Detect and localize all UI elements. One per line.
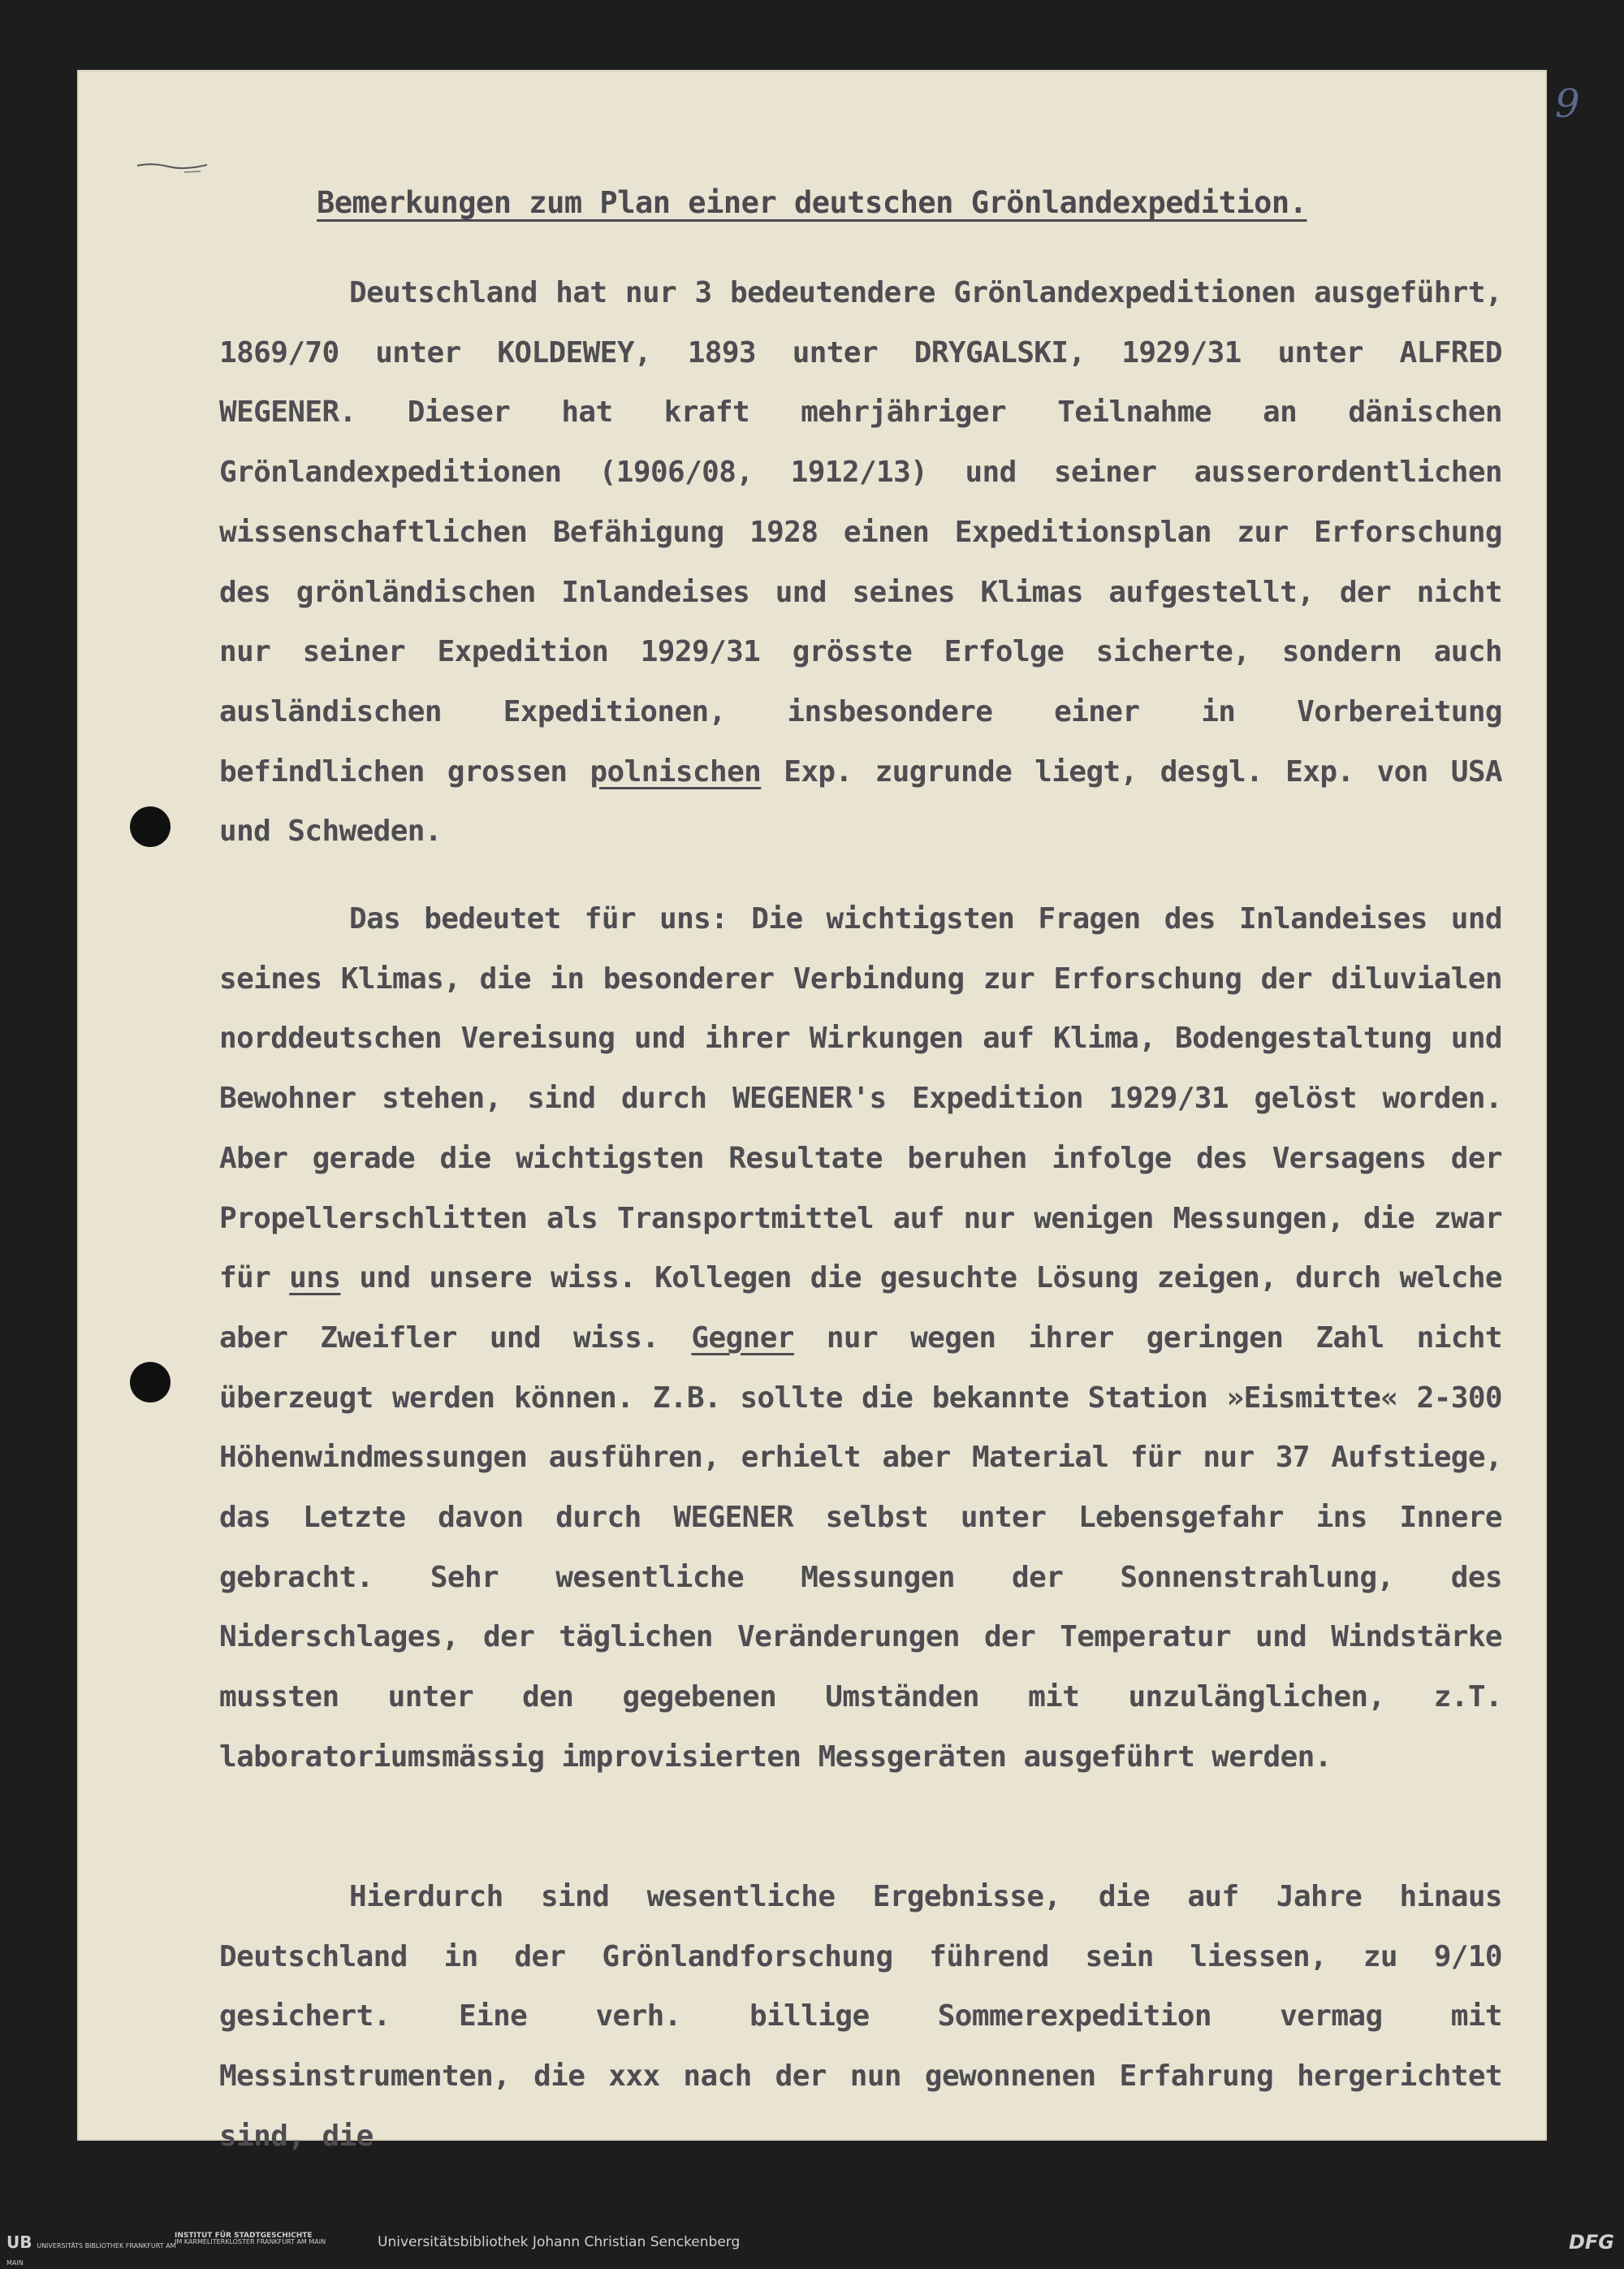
- underlined-word-uns: uns: [289, 1261, 341, 1295]
- underlined-word-gegner: Gegner: [691, 1320, 794, 1355]
- institute-logo-main: INSTITUT FÜR STADTGESCHICHTE: [175, 2232, 313, 2240]
- paragraph-1-text-a: Deutschland hat nur 3 bedeutendere Grönlandexpeditionen ausgeführt, 1869/70 unter KOLDEWEY, 1893 unter DRYGALSKI, 1929/31 unter ALFRED WEGENER. Dieser hat kraft mehrjähriger Teilnahme an dänischen Grönlandexpeditionen (1906/08, 1912/13) und seiner ausserordentlichen wissenschaftlichen Befähigung 1928 einen Expeditionsplan zur Erforschung des grönländischen Inlandeises und seines Klimas aufgestellt, der nicht nur seiner Expedition 1929/31 grösste Erfolge sicherte, sondern auch ausländischen Expeditionen, insbesondere einer in Vorbereitung befindlichen grossen: [219, 276, 1502, 789]
- library-name: Universitätsbibliothek Johann Christian Senckenberg: [378, 2234, 741, 2250]
- punch-hole-lower: [130, 1362, 171, 1402]
- dfg-logo: DFG: [1568, 2231, 1614, 2254]
- document-title: Bemerkungen zum Plan einer deutschen Grönlandexpedition.: [317, 185, 1307, 220]
- institute-logo-sub: IM KARMELITERKLOSTER FRANKFURT AM MAIN: [175, 2238, 326, 2245]
- ub-logo-main: UB: [6, 2232, 32, 2252]
- footer-bar: [0, 2228, 1624, 2267]
- paragraph-1: [219, 263, 1502, 862]
- paragraph-1-text-b: Exp. zugrunde liegt, desgl. Exp. von USA und Schweden.: [219, 754, 1502, 849]
- paragraph-3: Hierdurch sind wesentliche Ergebnisse, die auf Jahre hinaus Deutschland in der Grönlandforschung führend sein liessen, zu 9/10 gesichert. Eine verh. billige Sommerexpedition vermag mit Messinstrumenten, die xxx nach der nun gewonnenen Erfahrung hergerichtet sind, die: [219, 1880, 1502, 2153]
- paragraph-2-text-b: und unsere wiss. Kollegen die gesuchte Lösung zeigen, durch welche aber Zweifler und wiss.: [219, 1261, 1503, 1355]
- ub-logo: [6, 2232, 177, 2267]
- institute-logo: [175, 2232, 369, 2254]
- pencil-mark: [136, 161, 209, 175]
- punch-hole-upper: [130, 806, 171, 847]
- ub-logo-sub: UNIVERSITÄTS BIBLIOTHEK FRANKFURT AM MAIN: [6, 2242, 176, 2267]
- page-number: 9: [1555, 81, 1580, 127]
- paragraph-2: [219, 889, 1502, 1787]
- underlined-word-polnischen: polnischen: [590, 754, 762, 789]
- document-page: [77, 70, 1580, 2153]
- paragraph-2-text-a: Das bedeutet für uns: Die wichtigsten Fragen des Inlandeises und seines Klimas, die in besonderer Verbindung zur Erforschung der diluvialen norddeutschen Vereisung und ihrer Wirkungen auf Klima, Bodengestaltung und Bewohner stehen, sind durch WEGENER's Expedition 1929/31 gelöst worden. Aber gerade die wichtigsten Resultate beruhen infolge des Versagens der Propellerschlitten als Transportmittel auf nur wenigen Messungen, die zwar für: [219, 902, 1502, 1295]
- paragraph-2-text-c: nur wegen ihrer geringen Zahl nicht überzeugt werden können. Z.B. sollte die bekannte Station »Eismitte« 2-300 Höhenwindmessungen ausführen, erhielt aber Material für nur 37 Aufstiege, das Letzte davon durch WEGENER selbst unter Lebensgefahr ins Innere gebracht. Sehr wesentliche Messungen der Sonnenstrahlung, des Niderschlages, der täglichen Veränderungen der Temperatur und Windstärke mussten unter den gegebenen Umständen mit unzulänglichen, z.T. laboratoriumsmässig improvisierten Messgeräten ausgeführt werden.: [219, 1320, 1502, 1774]
